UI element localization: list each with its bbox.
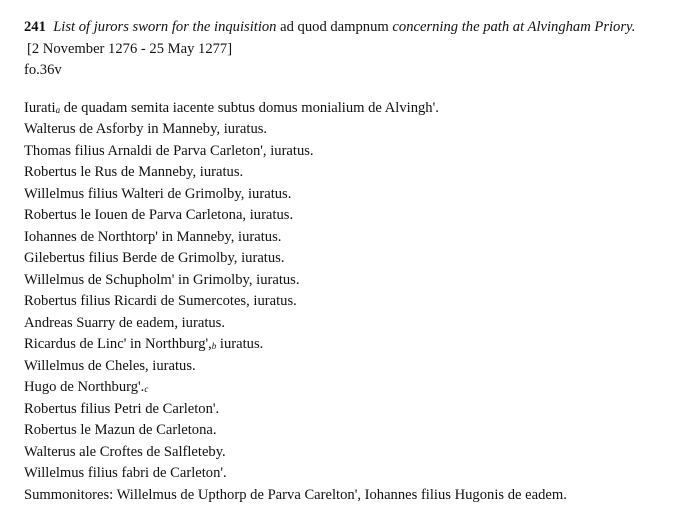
entry-text: Hugo de Northburg'. — [24, 379, 145, 395]
heading-title-italic-2: concerning the path at Alvingham Priory. — [392, 19, 636, 35]
list-item: Robertus le Mazun de Carletona. — [24, 422, 217, 438]
document-heading — [24, 17, 696, 39]
list-item: Thomas filius Arnaldi de Parva Carleton', iuratus. — [24, 142, 314, 159]
heading-title-italic-1: List of jurors sworn for the inquisition — [53, 19, 277, 35]
footnote-marker: c — [144, 384, 149, 394]
list-item: Willelmus filius fabri de Carleton'. — [24, 465, 227, 481]
folio-reference: fo.36v — [24, 62, 62, 78]
entry-text: Ricardus de Linc' in Northburg', — [24, 336, 212, 352]
list-item: Robertus filius Petri de Carleton'. — [24, 400, 220, 417]
list-item: Robertus le Rus de Manneby, iuratus. — [24, 164, 244, 180]
date-range: [2 November 1276 - 25 May 1277] — [27, 40, 233, 57]
document-page — [24, 17, 696, 506]
list-item: Willelmus de Schupholm' in Grimolby, iuratus. — [24, 271, 300, 288]
list-item: Robertus filius Ricardi de Sumercotes, iuratus. — [24, 293, 297, 309]
footnote-marker: b — [211, 341, 217, 351]
entry-text: Iurati — [24, 99, 56, 116]
heading-title-roman: ad quod dampnum — [280, 19, 389, 35]
list-item: Walterus de Asforby in Manneby, iuratus. — [24, 121, 268, 137]
list-item: Willelmus de Cheles, iuratus. — [24, 357, 196, 374]
list-item — [24, 377, 696, 399]
list-item: Gilebertus filius Berde de Grimolby, iuratus. — [24, 250, 285, 266]
list-item: Andreas Suarry de eadem, iuratus. — [24, 314, 225, 331]
list-item: Summonitores: Willelmus de Upthorp de Parva Carelton', Iohannes filius Hugonis de eadem. — [24, 486, 567, 503]
entry-number: 241 — [24, 19, 46, 35]
footnote-marker: a — [55, 104, 61, 115]
list-item: Walterus ale Croftes de Salfleteby. — [24, 443, 226, 460]
list-item — [24, 334, 696, 356]
entry-text-rest: de quadam semita iacente subtus domus monialium de Alvingh'. — [60, 99, 439, 116]
section-gap — [24, 82, 696, 98]
list-item — [24, 98, 696, 120]
list-item: Iohannes de Northtorp' in Manneby, iuratus. — [24, 228, 282, 245]
list-item: Robertus le Iouen de Parva Carletona, iuratus. — [24, 207, 294, 223]
entry-text-rest: iuratus. — [216, 336, 264, 352]
list-item: Willelmus filius Walteri de Grimolby, iuratus. — [24, 185, 292, 202]
